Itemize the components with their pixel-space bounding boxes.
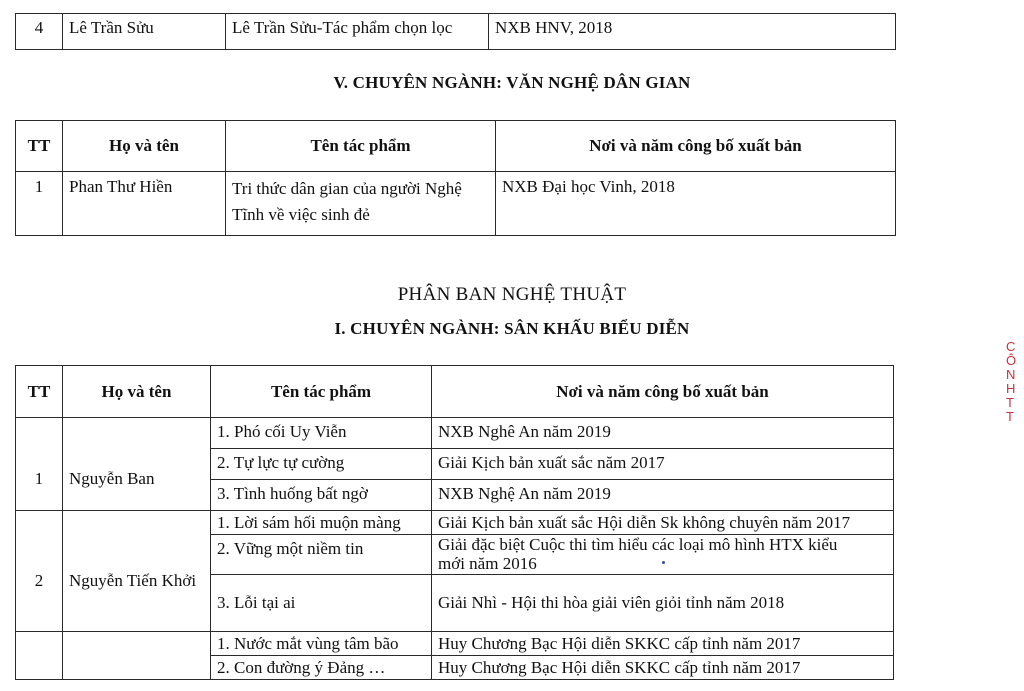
work-publication: NXB Nghê An năm 2019: [432, 418, 894, 449]
header-tt: TT: [16, 121, 63, 172]
header-work: Tên tác phẩm: [211, 366, 432, 418]
author-name: Nguyễn Ban: [63, 418, 211, 511]
work-publication: Huy Chương Bạc Hội diễn SKKC cấp tỉnh năm 2017: [432, 632, 894, 656]
work-publication: Giải Nhì - Hội thi hòa giải viên giỏi tỉnh năm 2018: [432, 575, 894, 632]
row-name: Phan Thư Hiền: [63, 172, 226, 236]
table-header-row: [16, 121, 896, 172]
stamp-char: Ô: [1006, 353, 1017, 368]
stamp-char: C: [1006, 340, 1016, 354]
work-title: 2. Con đường ý Đảng …: [211, 656, 432, 680]
work-title: 1. Lời sám hối muộn màng: [211, 511, 432, 535]
row-work: Lê Trần Sửu-Tác phẩm chọn lọc: [226, 14, 489, 50]
work-title: 2. Vững một niềm tin: [211, 535, 432, 575]
section-i-table: [15, 365, 894, 680]
work-publication-line1: Giải đặc biệt Cuộc thi tìm hiểu các loại mô hình HTX kiểu: [438, 535, 838, 554]
art-branch-title: PHÂN BAN NGHỆ THUẬT: [397, 284, 627, 305]
row-work: [226, 172, 496, 236]
header-name: Họ và tên: [63, 121, 226, 172]
work-publication: Giải Kịch bản xuất sắc năm 2017: [432, 449, 894, 480]
work-publication: Huy Chương Bạc Hội diễn SKKC cấp tỉnh năm 2017: [432, 656, 894, 680]
table-header-row: [16, 366, 894, 418]
work-publication: Giải Kịch bản xuất sắc Hội diễn Sk không chuyên năm 2017: [432, 511, 894, 535]
work-title: 2. Tự lực tự cường: [211, 449, 432, 480]
table-row: [16, 632, 894, 656]
section-v-table: [15, 120, 896, 236]
table-row: [16, 172, 896, 236]
header-publication: Nơi và năm công bố xuất bản: [432, 366, 894, 418]
section-v-heading: V. CHUYÊN NGÀNH: VĂN NGHỆ DÂN GIAN: [333, 73, 691, 92]
work-publication-line2: mới năm 2016: [438, 554, 537, 573]
work-publication: [432, 535, 894, 575]
table-row: [16, 511, 894, 535]
work-title: 1. Nước mắt vùng tâm bão: [211, 632, 432, 656]
stamp-char: H: [1006, 381, 1016, 396]
header-publication: Nơi và năm công bố xuất bản: [496, 121, 896, 172]
row-tt: 4: [16, 14, 63, 50]
row-publication: NXB HNV, 2018: [489, 14, 896, 50]
top-table: [15, 13, 896, 50]
stamp-char: T: [1006, 395, 1014, 410]
work-publication: NXB Nghệ An năm 2019: [432, 480, 894, 511]
work-title: 3. Tình huống bất ngờ: [211, 480, 432, 511]
header-name: Họ và tên: [63, 366, 211, 418]
author-tt: 2: [16, 511, 63, 632]
red-stamp-edge: [1006, 340, 1024, 470]
table-row: [16, 418, 894, 449]
stamp-char: T: [1006, 409, 1014, 424]
row-work-line1: Tri thức dân gian của người Nghệ: [232, 179, 462, 198]
author-name: Nguyễn Tiến Khởi: [63, 511, 211, 632]
row-work-line2: Tĩnh về việc sinh đẻ: [232, 205, 370, 224]
work-title: 3. Lỗi tại ai: [211, 575, 432, 632]
header-tt: TT: [16, 366, 63, 418]
header-work: Tên tác phẩm: [226, 121, 496, 172]
author-name: [63, 632, 211, 680]
section-i-heading: I. CHUYÊN NGÀNH: SÂN KHẤU BIỂU DIỄN: [334, 319, 690, 338]
row-publication: NXB Đại học Vinh, 2018: [496, 172, 896, 236]
stamp-char: N: [1006, 367, 1016, 382]
table-row: [16, 14, 896, 50]
row-name: Lê Trần Sửu: [63, 14, 226, 50]
ink-dot: [662, 561, 665, 564]
author-tt: 1: [16, 418, 63, 511]
row-tt: 1: [16, 172, 63, 236]
author-tt: [16, 632, 63, 680]
work-title: 1. Phó cối Uy Viễn: [211, 418, 432, 449]
